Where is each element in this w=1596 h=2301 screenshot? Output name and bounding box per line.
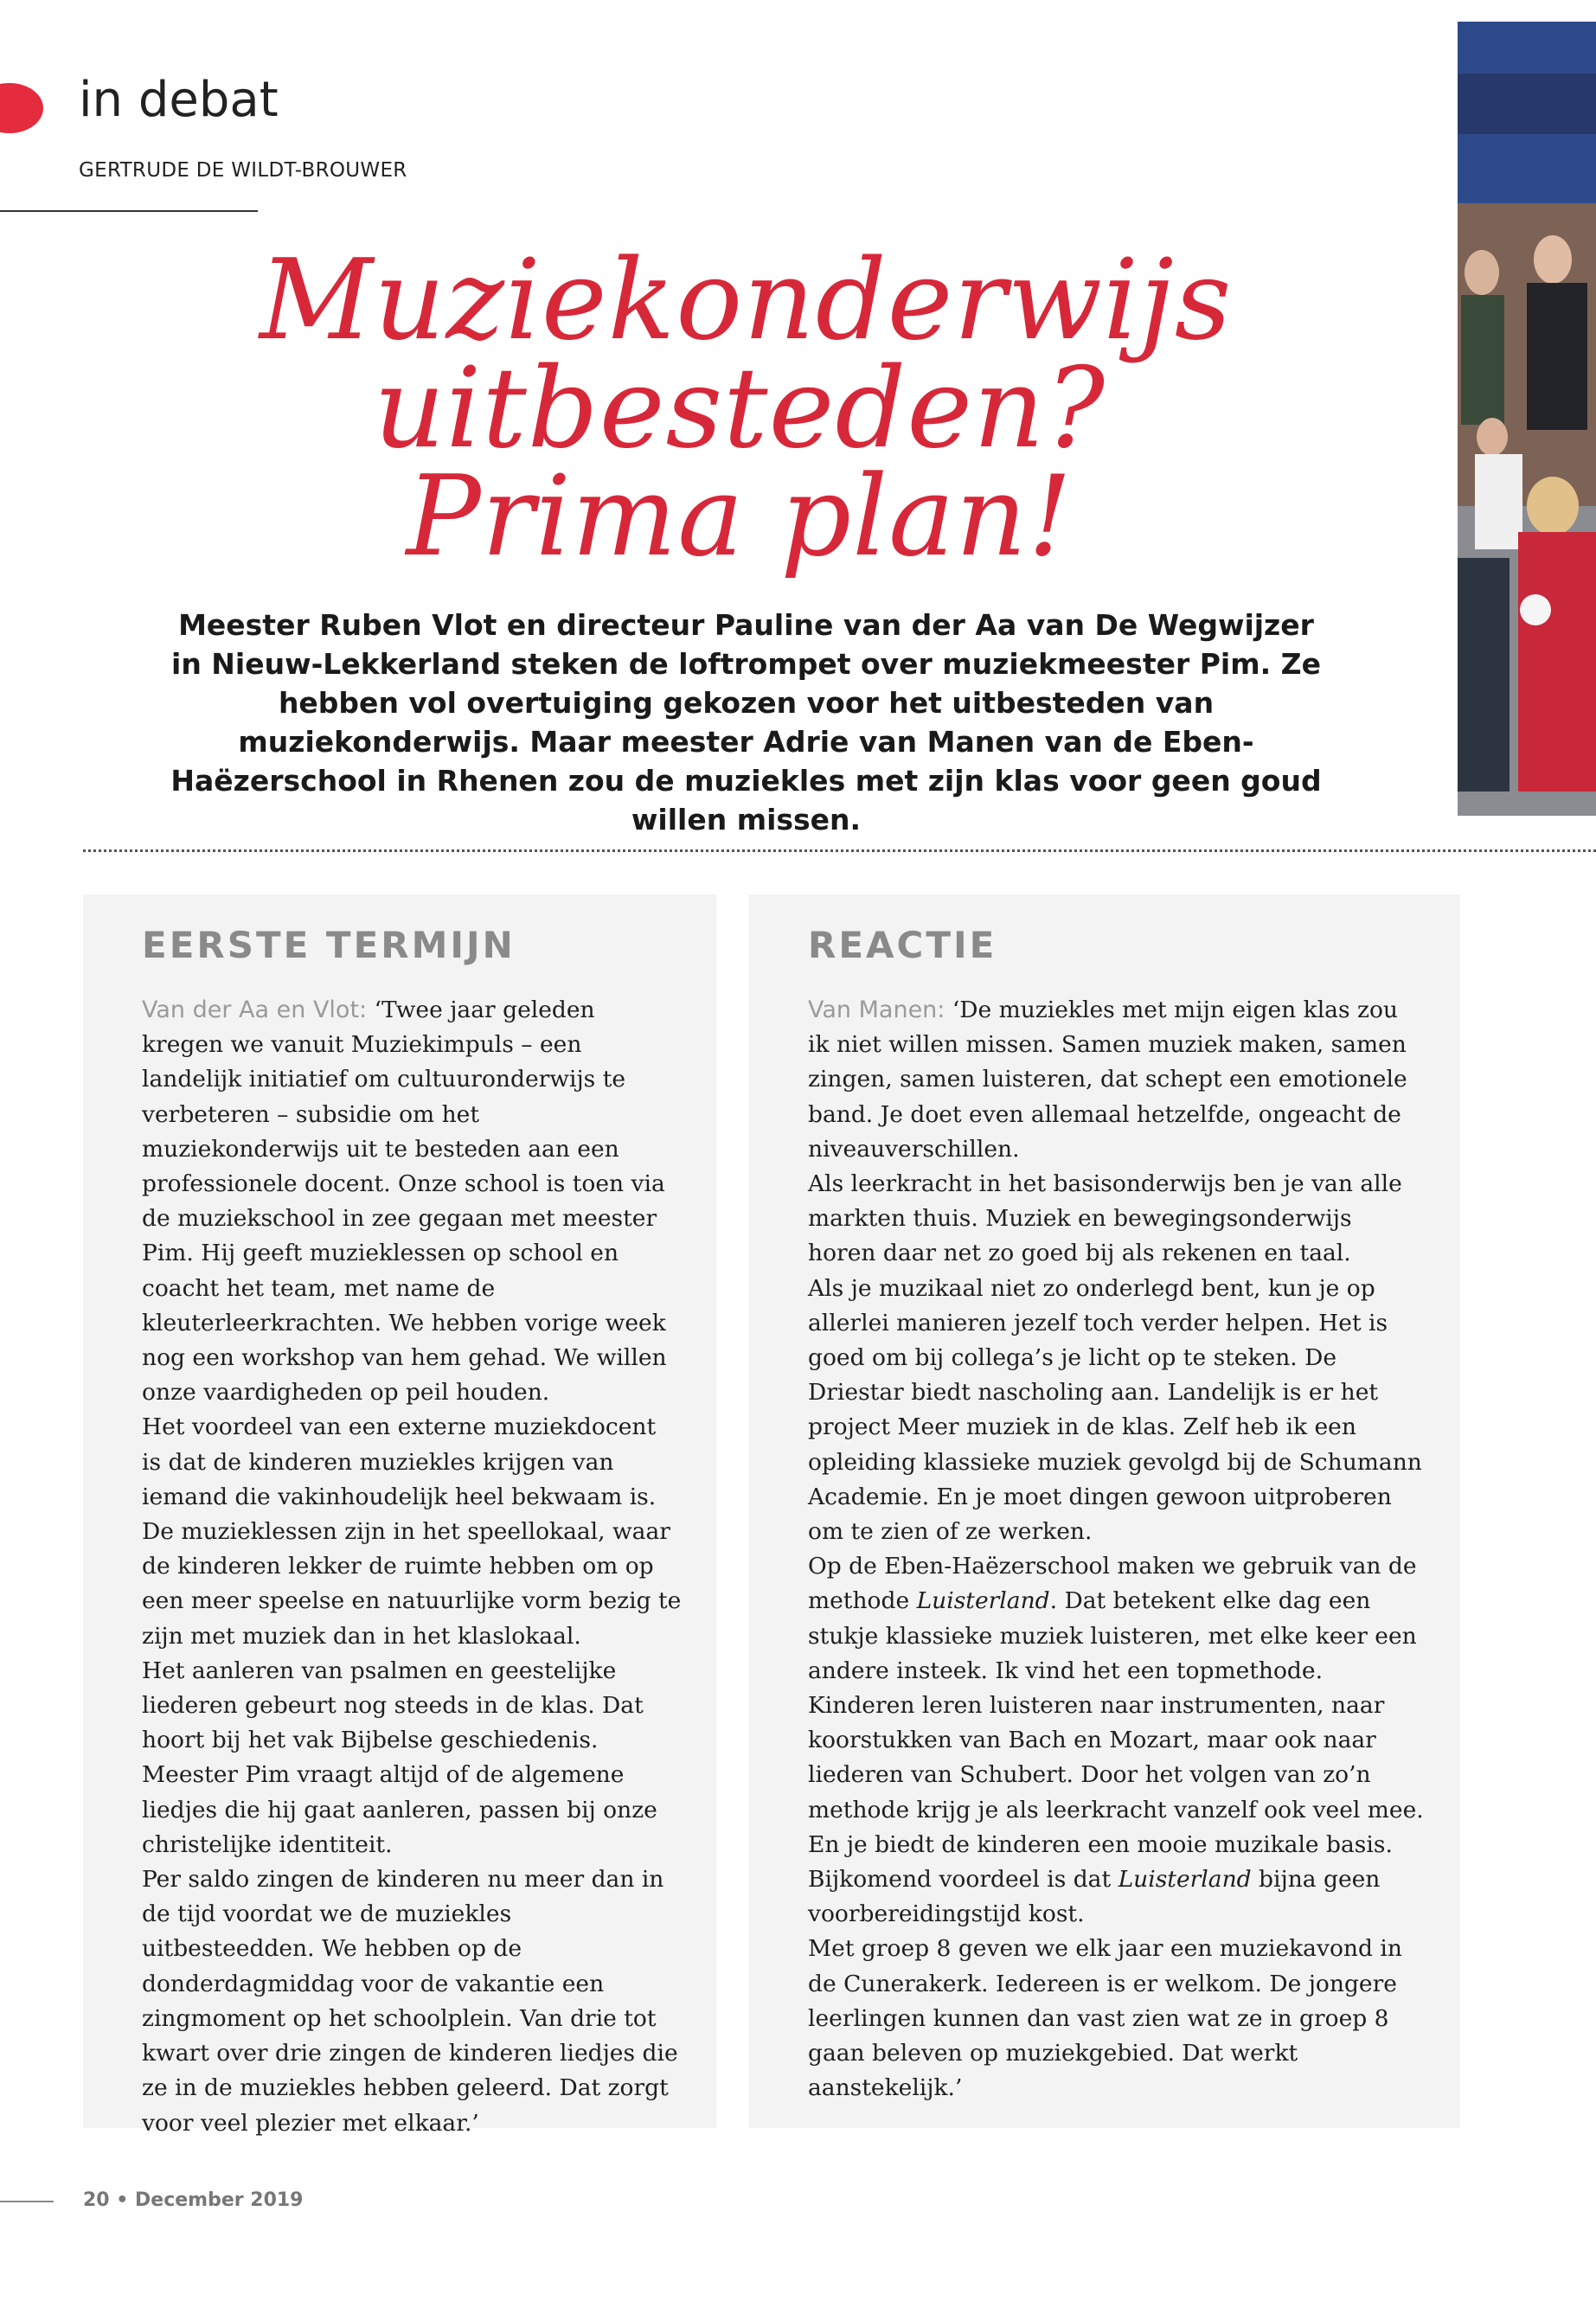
reaction-paragraph-1: [808, 993, 1426, 1167]
reaction-paragraph-4: [808, 1549, 1426, 1932]
page-number: 20: [83, 2189, 110, 2211]
paragraph-text: . Dat betekent elke dag een stukje klassieke muziek luisteren, met elke keer een andere insteek. Ik vind het een topmethode. Kinderen leren luisteren naar instrumenten, naar koorstukken van Bach en Mozart, maar ook naar liederen van Schubert. Door het volgen van zo’n methode krijg je als leerkracht vanzelf ook veel mee. En je biedt de kinderen een mooie muzikale basis. Bijkomend voordeel is dat: [808, 1587, 1424, 1894]
reaction-heading: REACTIE: [808, 924, 997, 966]
section-label: in debat: [79, 72, 279, 128]
first-term-paragraph-1: [142, 993, 682, 1410]
speaker-label: Van Manen:: [808, 997, 945, 1023]
article-lead: Meester Ruben Vlot en directeur Pauline van der Aa van De Wegwijzer in Nieuw-Lekkerland steken de loftrompet over muziekmeester Pim. Ze hebben vol overtuiging gekozen voor het uitbesteden van muziekonderwijs. Maar meester Adrie van Manen van de Eben-Haëzerschool in Rhenen zou de muziekles met zijn klas voor geen goud willen missen.: [170, 608, 1322, 836]
reaction-panel: [749, 894, 1460, 2128]
issue-date: December 2019: [135, 2189, 304, 2211]
paragraph-text: Op de Eben-Haëzerschool maken we gebruik van de methode: [808, 1553, 1417, 1615]
title-line-3: Prima plan!: [406, 452, 1074, 581]
paragraph-text: ‘De muziekles met mijn eigen klas zou ik niet willen missen. Samen muziek maken, samen zingen, samen luisteren, dat schept een emotionele band. Je doet even allemaal hetzelfde, ongeacht de niveauverschillen.: [808, 997, 1407, 1163]
title-line-2: uitbesteden?: [373, 344, 1106, 473]
reaction-paragraph-2: Als leerkracht in het basisonderwijs ben je van alle markten thuis. Muziek en bewegingsonderwijs horen daar net zo goed bij als rekenen en taal.: [808, 1170, 1402, 1267]
first-term-heading: EERSTE TERMIJN: [142, 924, 516, 966]
first-term-paragraph-2: Het voordeel van een externe muziekdocent is dat de kinderen muziekles krijgen van iemand die vakinhoudelijk heel bekwaam is. De muzieklessen zijn in het speellokaal, waar de kinderen lekker de ruimte hebben om op een meer speelse en natuurlijke vorm bezig te zijn met muziek dan in het klaslokaal.: [142, 1413, 682, 1650]
title-line-1: Muziekonderwijs: [260, 236, 1233, 365]
footer-rule: [0, 2201, 54, 2202]
school-children-photo: [1458, 22, 1596, 816]
byline-divider: [0, 210, 258, 212]
first-term-body: [142, 993, 682, 2141]
section-marker-dot: [0, 83, 43, 133]
dotted-divider: [83, 849, 1596, 852]
reaction-body: [808, 993, 1426, 2106]
first-term-paragraph-4: Per saldo zingen de kinderen nu meer dan in de tijd voordat we de muziekles uitbesteedden. We hebben op de donderdagmiddag voor de vakantie een zingmoment op het schoolplein. Van drie tot kwart over drie zingen de kinderen liedjes die ze in de muziekles hebben geleerd. Dat zorgt voor veel plezier met elkaar.’: [142, 1866, 678, 2137]
method-name: Luisterland: [916, 1587, 1050, 1615]
article-title: [260, 236, 1233, 581]
reaction-paragraph-3: Als je muzikaal niet zo onderlegd bent, kun je op allerlei manieren jezelf toch verder helpen. Het is goed om bij collega’s je licht op te steken. De Driestar biedt nascholing aan. Landelijk is er het project Meer muziek in de klas. Zelf heb ik een opleiding klassieke muziek gevolgd bij de Schumann Academie. En je moet dingen gewoon uitproberen om te zien of ze werken.: [808, 1274, 1422, 1546]
author-byline: GERTRUDE DE WILDT-BROUWER: [79, 159, 407, 182]
speaker-label: Van der Aa en Vlot:: [142, 997, 368, 1023]
page-footer: 20 • December 2019: [83, 2189, 304, 2211]
paragraph-text: bijna geen voorbereidingstijd kost.: [808, 1866, 1381, 1928]
method-name: Luisterland: [1118, 1866, 1252, 1894]
first-term-paragraph-3: Het aanleren van psalmen en geestelijke liederen gebeurt nog steeds in de klas. Dat hoort bij het vak Bijbelse geschiedenis. Meester Pim vraagt altijd of de algemene liedjes die hij gaat aanleren, passen bij onze christelijke identiteit.: [142, 1657, 657, 1858]
reaction-paragraph-5: Met groep 8 geven we elk jaar een muziekavond in de Cunerakerk. Iedereen is er welkom. De jongere leerlingen kunnen dan vast zien wat ze in groep 8 gaan beleven op muziekgebied. Dat werkt aanstekelijk.’: [808, 1935, 1402, 2102]
paragraph-text: ‘Twee jaar geleden kregen we vanuit Muziekimpuls – een landelijk initiatief om cultuuronderwijs te verbeteren – subsidie om het muziekonderwijs uit te besteden aan een professionele docent. Onze school is toen via de muziekschool in zee gegaan met meester Pim. Hij geeft muzieklessen op school en coacht het team, met name de kleuterleerkrachten. We hebben vorige week nog een workshop van hem gehad. We willen onze vaardigheden op peil houden.: [142, 997, 667, 1407]
first-term-panel: [83, 894, 716, 2137]
